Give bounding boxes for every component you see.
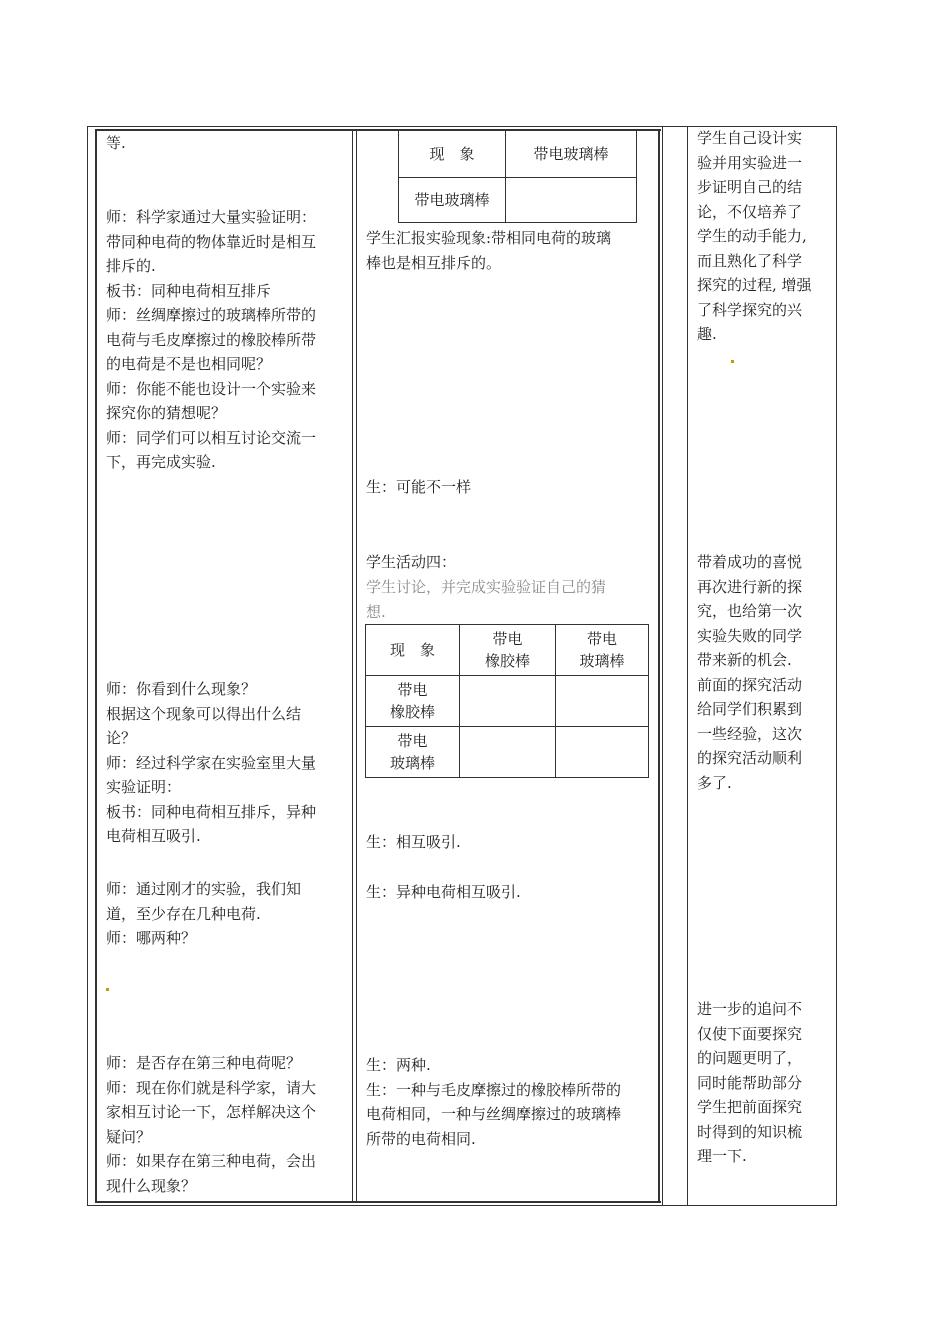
line: 仅使下面要探究	[697, 1024, 803, 1043]
table1-header-cell: 现 象	[399, 131, 506, 178]
line: 探究你的猜想呢？	[106, 404, 227, 422]
table2-header-cell: 带电 橡胶棒	[460, 625, 556, 676]
line: 根据这个现象可以得出什么结	[106, 704, 302, 723]
bottom-border	[87, 1205, 837, 1206]
observation-table-1	[398, 130, 637, 223]
line: 步证明自己的结	[697, 178, 803, 196]
reply-1: 生：可能不一样	[366, 478, 472, 496]
line: 同时能帮助部分	[697, 1073, 803, 1092]
table2-header-cell: 带电 玻璃棒	[556, 625, 649, 676]
report-text	[366, 226, 611, 275]
line: 带来新的机会.	[697, 651, 792, 669]
line: 师：你看到什么现象？	[106, 680, 257, 698]
line: 实验失败的同学	[697, 626, 803, 645]
table2-header-cell: 现 象	[366, 625, 460, 676]
table2-cell	[460, 676, 556, 727]
line: 学生汇报实验现象:带相同电荷的玻璃	[366, 229, 612, 247]
table2-cell	[460, 727, 556, 778]
observation-table-2	[365, 624, 649, 778]
table1-header-cell: 带电玻璃棒	[506, 131, 637, 178]
line: 的探究活动顺利	[697, 749, 803, 767]
line: 学生讨论，并完成实验验证自己的猜	[366, 578, 607, 596]
left-text-2	[106, 205, 316, 475]
left-text-1: 等.	[106, 134, 126, 152]
line: 电荷相同，一种与丝绸摩擦过的玻璃棒	[366, 1105, 622, 1123]
line: 而且熟化了科学	[697, 251, 803, 270]
line: 疑问？	[106, 1127, 152, 1146]
col-divider-2	[658, 129, 660, 1203]
line: 带同种电荷的物体靠近时是相互	[106, 232, 317, 251]
line: 师：是否存在第三种电荷呢？	[106, 1054, 302, 1072]
line: 师：同学们可以相互讨论交流一	[106, 428, 317, 447]
line: 家相互讨论一下，怎样解决这个	[106, 1103, 317, 1121]
line: 下，再完成实验.	[106, 453, 216, 471]
left-text-4	[106, 877, 301, 951]
table2-row-label: 带电 玻璃棒	[366, 727, 460, 778]
design-note-3	[697, 997, 802, 1169]
line: 再次进行新的探	[697, 577, 803, 596]
table1-cell	[506, 178, 637, 223]
line: 板书：同种电荷相互排斥	[106, 281, 272, 300]
line: 师：丝绸摩擦过的玻璃棒所带的	[106, 306, 317, 324]
line: 带着成功的喜悦	[697, 553, 803, 571]
reply-2: 生：相互吸引.	[366, 833, 461, 851]
col-divider-3	[687, 126, 688, 1206]
line: 趣.	[697, 325, 717, 343]
line: 一些经验，这次	[697, 724, 803, 743]
col-divider-1b	[356, 129, 357, 1203]
inner-bottom-border	[95, 1201, 661, 1203]
table2-row-label: 带电 橡胶棒	[366, 676, 460, 727]
line: 棒也是相互排斥的。	[366, 253, 502, 272]
line: 师：你能不能也设计一个实验来	[106, 379, 317, 398]
line: 师：哪两种？	[106, 929, 197, 947]
marker-dot	[731, 360, 734, 363]
col-divider-1	[352, 129, 353, 1203]
line: 板书：同种电荷相互排斥，异种	[106, 802, 317, 821]
line: 的电荷是不是也相同呢？	[106, 355, 272, 373]
table1-row-label: 带电玻璃棒	[399, 178, 506, 223]
design-note-1	[697, 126, 812, 347]
line: 进一步的追问不	[697, 1000, 803, 1018]
line: 师：现在你们就是科学家，请大	[106, 1078, 317, 1097]
line: 生：一种与毛皮摩擦过的橡胶棒所带的	[366, 1080, 622, 1099]
line: 所带的电荷相同.	[366, 1129, 476, 1148]
marker-dot	[106, 988, 109, 991]
line: 学生把前面探究	[697, 1098, 803, 1116]
table2-cell	[556, 676, 649, 727]
line: 想.	[366, 602, 386, 621]
line: 电荷相互吸引.	[106, 827, 201, 845]
line: 师：经过科学家在实验室里大量	[106, 753, 317, 772]
left-text-5	[106, 1051, 316, 1198]
reply-3: 生：异种电荷相互吸引.	[366, 883, 521, 901]
activity-desc	[366, 575, 606, 624]
outer-left-border	[87, 126, 88, 1206]
line: 了科学探究的兴	[697, 300, 803, 319]
line: 师：如果存在第三种电荷，会出	[106, 1152, 317, 1170]
line: 给同学们积累到	[697, 700, 803, 718]
reply-4	[366, 1053, 621, 1151]
table2-cell	[556, 727, 649, 778]
line: 排斥的.	[106, 257, 156, 275]
line: 论，不仅培养了	[697, 202, 803, 221]
line: 道，至少存在几种电荷.	[106, 904, 261, 923]
activity-title: 学生活动四：	[366, 553, 457, 571]
line: 究，也给第一次	[697, 602, 803, 620]
line: 师：科学家通过大量实验证明：	[106, 208, 317, 226]
design-note-2	[697, 550, 802, 795]
left-text-3	[106, 677, 316, 849]
line: 学生的动手能力,	[697, 227, 807, 245]
line: 理一下.	[697, 1147, 747, 1165]
col-divider-2b	[662, 126, 663, 1206]
outer-right-border	[836, 126, 837, 1206]
line: 生：两种.	[366, 1056, 431, 1074]
line: 验并用实验进一	[697, 153, 803, 172]
line: 时得到的知识梳	[697, 1122, 803, 1141]
line: 论？	[106, 729, 137, 747]
line: 学生自己设计实	[697, 129, 803, 147]
line: 多了.	[697, 773, 732, 792]
line: 电荷与毛皮摩擦过的橡胶棒所带	[106, 330, 317, 349]
left-col-border	[95, 129, 97, 1203]
line: 师：通过刚才的实验，我们知	[106, 880, 302, 898]
line: 实验证明：	[106, 778, 182, 796]
line: 现什么现象？	[106, 1176, 197, 1195]
line: 的问题更明了，	[697, 1049, 803, 1067]
line: 探究的过程, 增强	[697, 276, 812, 294]
line: 前面的探究活动	[697, 675, 803, 694]
